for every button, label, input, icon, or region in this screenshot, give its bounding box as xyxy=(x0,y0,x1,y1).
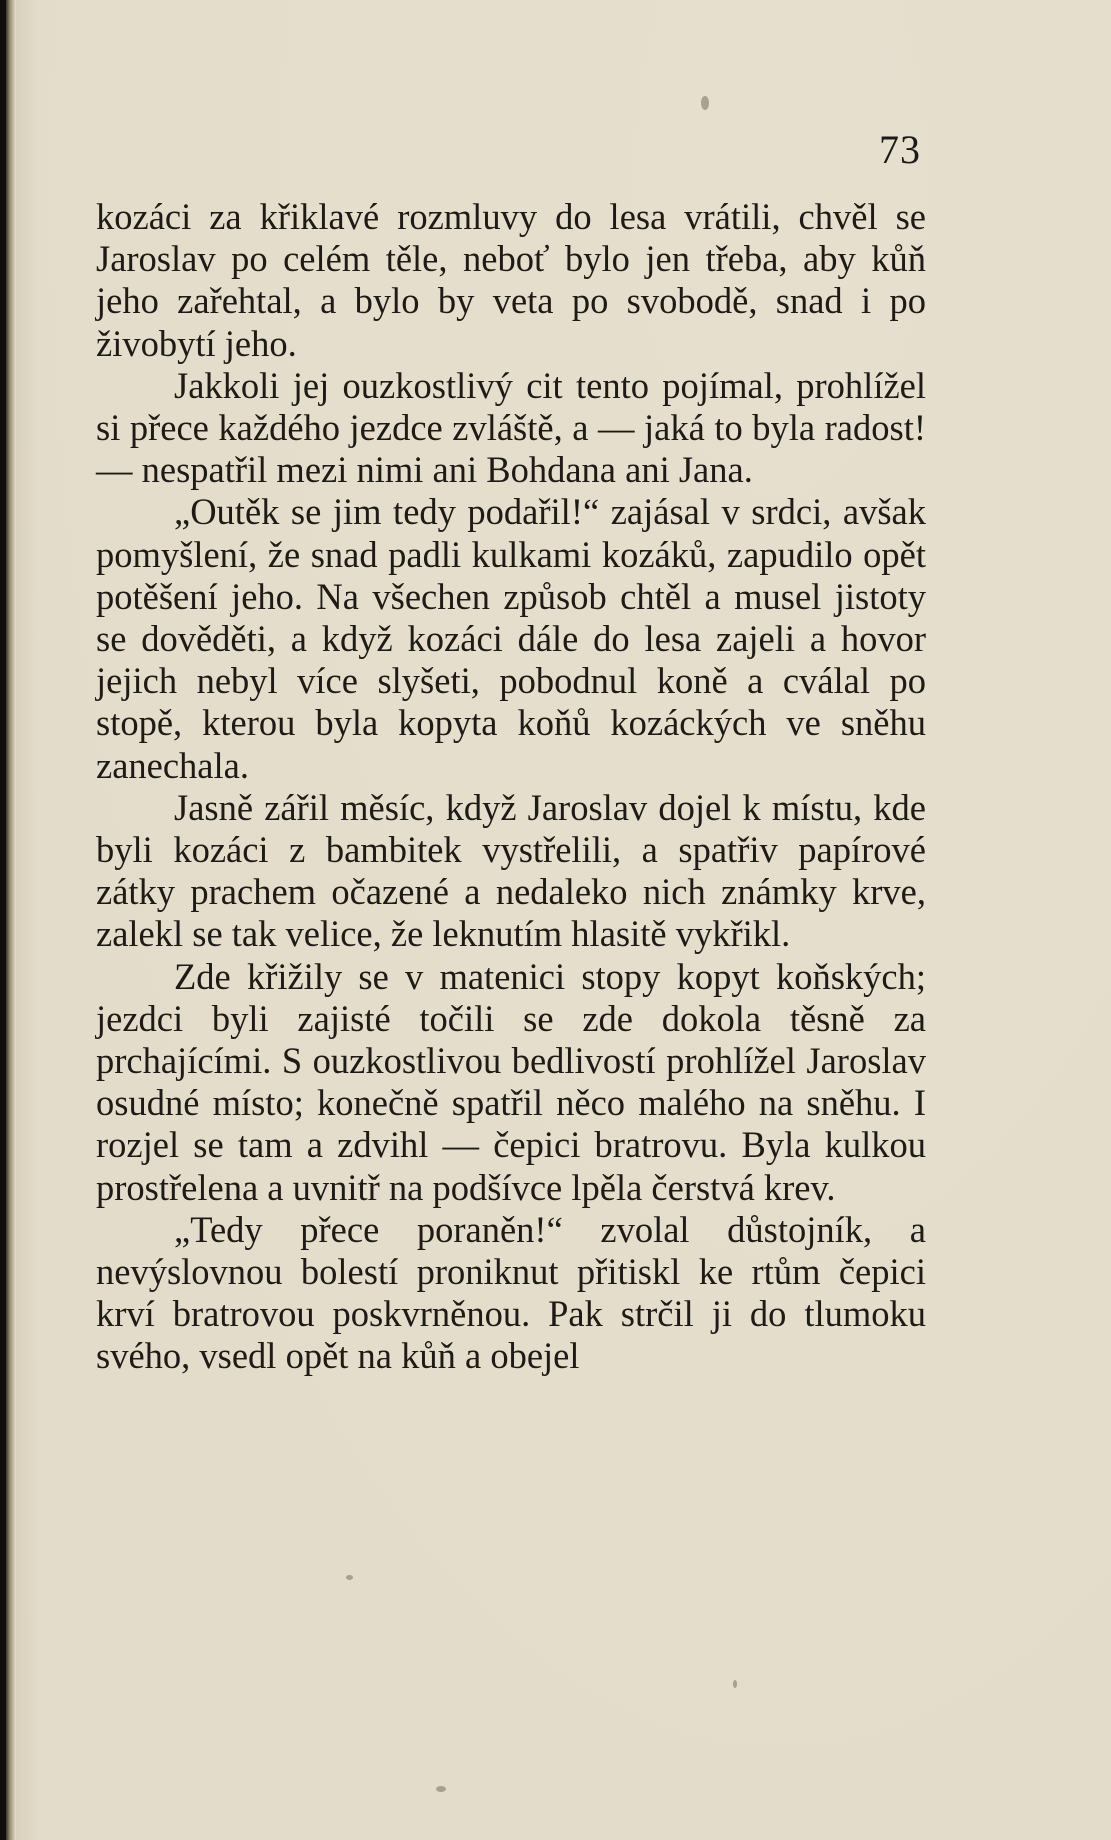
paragraph: Jasně zářil měsíc, když Jaroslav dojel k místu, kde byli kozáci z bambitek vystřelili, a spatřiv papírové zátky prachem očazené a nedaleko nich známky krve, zalekl se tak velice, že leknutím hlasitě vykřikl. xyxy=(96,786,926,955)
paper-speck xyxy=(346,1575,353,1580)
paragraph: „Outěk se jim tedy podařil!“ zajásal v srdci, avšak pomyšlení, že snad padli kulkami kozáků, zapudilo opět potěšení jeho. Na všechen způsob chtěl a musel jistoty se dověděti, a když kozáci dále do lesa zajeli a hovor jejich nebyl více slyšeti, pobodnul koně a cválal po stopě, kterou byla kopyta koňů kozáckých ve sněhu zanechala. xyxy=(96,491,926,786)
paragraph-continued: kozáci za křiklavé rozmluvy do lesa vrátili, chvěl se Jaroslav po celém těle, neboť bylo jen třeba, aby kůň jeho zařehtal, a bylo by veta po svobodě, snad i po živobytí jeho. xyxy=(96,196,926,364)
book-page xyxy=(6,0,1111,1840)
paper-speck xyxy=(701,96,709,110)
page-number: 73 xyxy=(879,127,921,172)
paragraph: Zde křižily se v matenici stopy kopyt koňských; jezdci byli zajisté točili se zde dokola těsně za prchajícími. S ouzkostlivou bedlivostí prohlížel Jaroslav osudné místo; konečně spatřil něco malého na sněhu. I rozjel se tam a zdvihl — čepici bratrovu. Byla kulkou prostřelena a uvnitř na podšívce lpěla čerstvá krev. xyxy=(96,955,926,1208)
paper-speck xyxy=(733,1680,737,1688)
paper-speck xyxy=(436,1786,446,1792)
page-binding-edge xyxy=(6,0,16,1840)
body-text xyxy=(96,196,926,1378)
paragraph: Jakkoli jej ouzkostlivý cit tento pojímal, prohlížel si přece každého jezdce zvláště, a — jaká to byla radost! — nespatřil mezi nimi ani Bohdana ani Jana. xyxy=(96,364,926,491)
paragraph: „Tedy přece poraněn!“ zvolal důstojník, a nevýslovnou bolestí proniknut přitiskl ke rtům čepici krví bratrovou poskvrněnou. Pak strčil ji do tlumoku svého, vsedl opět na kůň a obejel xyxy=(96,1208,926,1377)
